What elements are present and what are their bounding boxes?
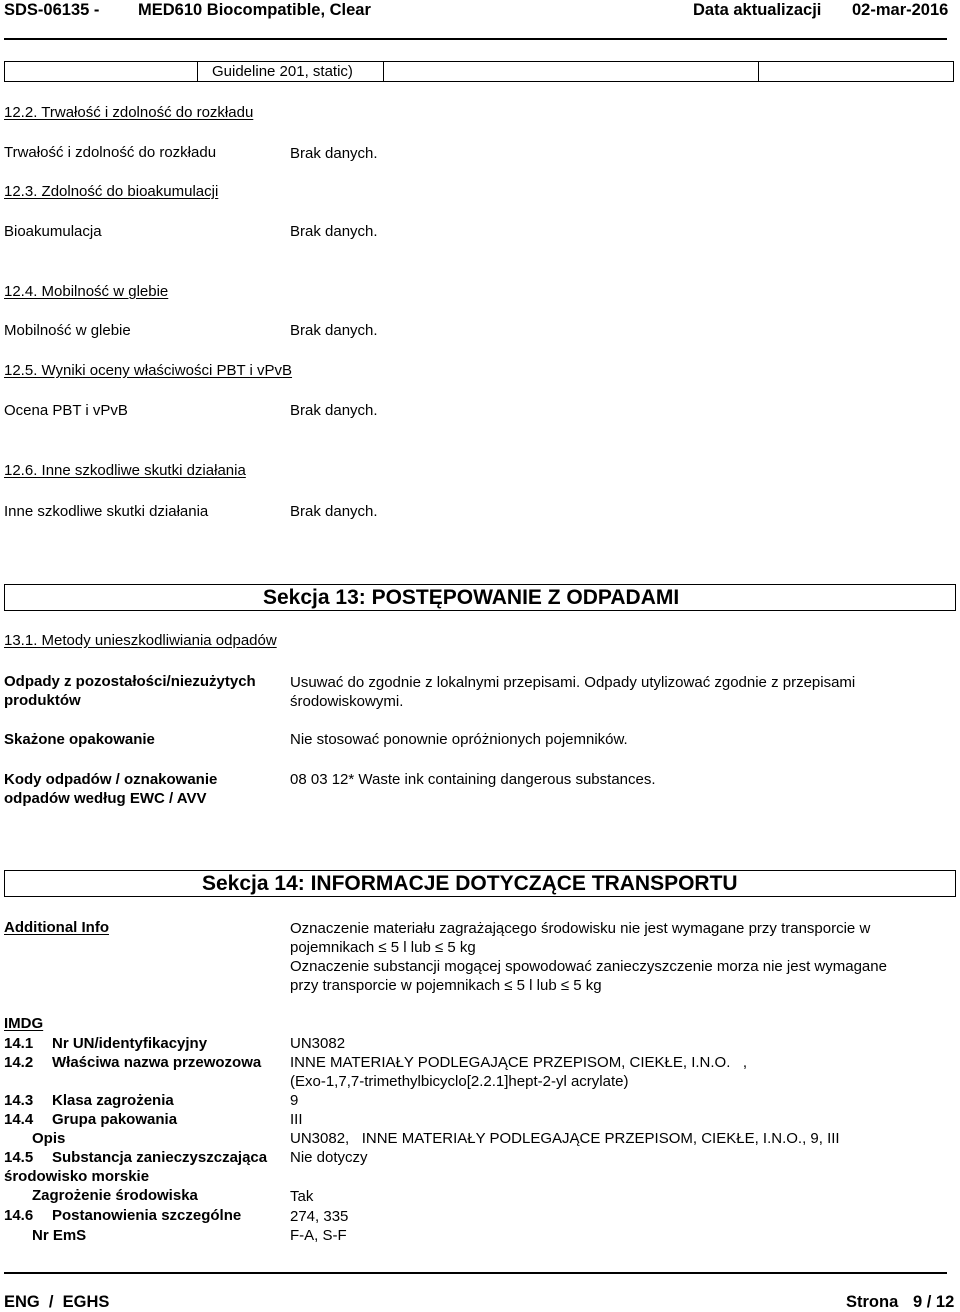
imdg-label-text: Substancja zanieczyszczająca (52, 1149, 268, 1166)
footer-rule (4, 1272, 947, 1274)
label-other-effects: Inne szkodliwe skutki działania (4, 503, 209, 520)
heading-12-6: 12.6. Inne szkodliwe skutki działania (4, 462, 246, 479)
value-other-effects: Brak danych. (290, 503, 378, 520)
imdg-label-text: Nr UN/identyfikacyjny (52, 1035, 208, 1052)
label-waste-residues: Odpady z pozostałości/niezużytych produktów (4, 673, 256, 709)
value-degradability: Brak danych. (290, 145, 378, 162)
imdg-label-text: Właściwa nazwa przewozowa (52, 1054, 262, 1071)
value-soil-mobility: Brak danych. (290, 322, 378, 339)
label-degradability: Trwałość i zdolność do rozkładu (4, 144, 217, 161)
imdg-label: IMDG (4, 1015, 44, 1032)
imdg-value: INNE MATERIAŁY PODLEGAJĄCE PRZEPISOM, CIEKŁE, I.N.O. , (290, 1054, 748, 1071)
imdg-value: Tak (290, 1188, 314, 1205)
imdg-row (4, 1054, 944, 1073)
label-soil-mobility: Mobilność w glebie (4, 322, 131, 339)
imdg-row (4, 1073, 944, 1092)
imdg-value: 9 (290, 1092, 299, 1109)
imdg-value: Nie dotyczy (290, 1149, 368, 1166)
imdg-value: 274, 335 (290, 1208, 349, 1225)
value-waste-codes: 08 03 12* Waste ink containing dangerous substances. (290, 771, 656, 788)
section-14-title: Sekcja 14: INFORMACJE DOTYCZĄCE TRANSPORTU (202, 872, 738, 895)
label-bioaccumulation: Bioakumulacja (4, 223, 102, 240)
heading-12-4: 12.4. Mobilność w glebie (4, 283, 169, 300)
imdg-label-text: środowisko morskie (4, 1168, 150, 1185)
imdg-value: F-A, S-F (290, 1227, 347, 1244)
value-contaminated-packaging: Nie stosować ponownie opróżnionych pojemników. (290, 731, 628, 748)
heading-12-5: 12.5. Wyniki oceny właściwości PBT i vPvB (4, 362, 293, 379)
imdg-value: UN3082 (290, 1035, 346, 1052)
imdg-value: UN3082, INNE MATERIAŁY PODLEGAJĄCE PRZEPISOM, CIEKŁE, I.N.O., 9, III (290, 1130, 840, 1147)
imdg-row (4, 1092, 944, 1111)
imdg-num: 14.3 (4, 1092, 34, 1109)
imdg-label-text: Grupa pakowania (52, 1111, 178, 1128)
section-14-banner (4, 870, 956, 897)
imdg-label-text: Opis (32, 1130, 66, 1147)
revision-date-value: 02-mar-2016 (852, 1, 949, 19)
imdg-value: III (290, 1111, 303, 1128)
imdg-num: 14.4 (4, 1111, 34, 1128)
imdg-row (4, 1111, 944, 1130)
header-rule (4, 38, 947, 40)
footer-language: ENG / EGHS (4, 1293, 110, 1311)
section-13-title: Sekcja 13: POSTĘPOWANIE Z ODPADAMI (263, 586, 680, 609)
heading-12-3: 12.3. Zdolność do bioakumulacji (4, 183, 219, 200)
heading-12-2: 12.2. Trwałość i zdolność do rozkładu (4, 104, 254, 121)
footer-page-number: 9 / 12 (913, 1293, 955, 1311)
imdg-label-text: Nr EmS (32, 1227, 87, 1244)
table-cell-empty-right (758, 61, 954, 82)
doc-id: SDS-06135 - (4, 1, 100, 19)
imdg-row (4, 1227, 944, 1246)
imdg-row (4, 1168, 944, 1187)
imdg-num: 14.2 (4, 1054, 34, 1071)
imdg-row (4, 1149, 944, 1168)
imdg-label-text: Klasa zagrożenia (52, 1092, 174, 1109)
table-cell-empty-mid (383, 61, 759, 82)
footer-page-label: Strona (846, 1293, 899, 1311)
section-13-banner (4, 584, 956, 611)
imdg-num: 14.1 (4, 1035, 34, 1052)
label-contaminated-packaging: Skażone opakowanie (4, 731, 155, 748)
value-bioaccumulation: Brak danych. (290, 223, 378, 240)
imdg-num: 14.5 (4, 1149, 34, 1166)
imdg-label-text: Zagrożenie środowiska (32, 1187, 198, 1204)
revision-date-label: Data aktualizacji (693, 1, 822, 19)
imdg-value: (Exo-1,7,7-trimethylbicyclo[2.2.1]hept-2-yl acrylate) (290, 1073, 629, 1090)
imdg-row (4, 1035, 944, 1054)
imdg-row (4, 1187, 944, 1207)
imdg-table (4, 1035, 944, 1246)
product-name: MED610 Biocompatible, Clear (138, 1, 371, 19)
table-cell-guideline (197, 61, 384, 82)
label-waste-codes: Kody odpadów / oznakowanie odpadów według EWC / AVV (4, 771, 218, 807)
imdg-row (4, 1207, 944, 1227)
label-pbt: Ocena PBT i vPvB (4, 402, 128, 419)
additional-info-text: Oznaczenie materiału zagrażającego środowisku nie jest wymagane przy transporcie w pojemnikach ≤ 5 l lub ≤ 5 kg Oznaczenie substancji mogącej spowodować zanieczyszczenie morza nie jest wymagane przy transporcie w pojemnikach ≤ 5 l lub ≤ 5 kg (290, 920, 887, 994)
table-cell-empty-left (4, 61, 198, 82)
imdg-num: 14.6 (4, 1207, 34, 1224)
imdg-row (4, 1130, 944, 1149)
additional-info-label: Additional Info (4, 919, 109, 936)
guideline-text: Guideline 201, static) (212, 63, 353, 80)
imdg-label-text: Postanowienia szczególne (52, 1207, 242, 1224)
value-pbt: Brak danych. (290, 402, 378, 419)
heading-13-1: 13.1. Metody unieszkodliwiania odpadów (4, 632, 277, 649)
value-waste-residues: Usuwać do zgodnie z lokalnymi przepisami. Odpady utylizować zgodnie z przepisami środowiskowymi. (290, 674, 856, 710)
